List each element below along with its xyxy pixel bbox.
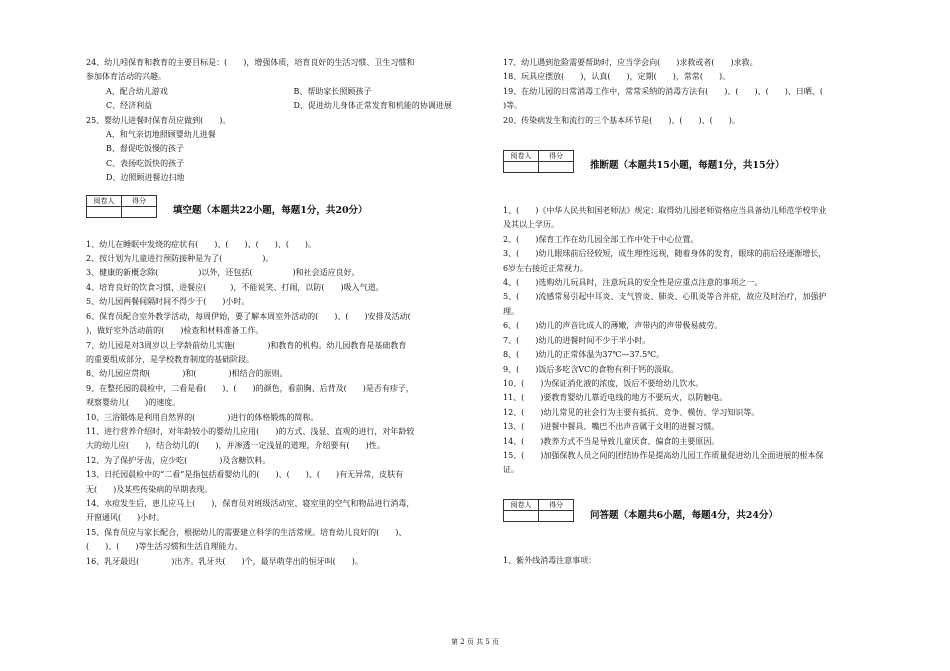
score-label: 得分 — [539, 150, 574, 161]
spacer — [503, 128, 898, 140]
question-line: 5、幼儿园两餐间隔时间不得少于( )小时。 — [86, 297, 250, 307]
question-line: 证。 — [503, 465, 519, 475]
reviewer-cell — [87, 207, 122, 218]
score-cell — [539, 161, 574, 172]
reviewer-label: 阅卷人 — [504, 500, 539, 511]
question-24-option-d: D、促进幼儿身体正常发育和机能的协调进展 — [293, 101, 452, 111]
question-line: 14、水痘发生后，患儿应马上( )，保育员对班级活动室、寝室里的空气和物品进行消毒， — [86, 498, 415, 508]
question-line: 3、( )幼儿眼球前后径较短，成生理性远视，随着身体的发育，眼球的前后径逐渐增长， — [503, 249, 827, 259]
right-column — [503, 56, 898, 568]
fill-blank-questions-continued — [503, 56, 898, 128]
question-line: 6岁左右接近正常视力。 — [503, 263, 589, 273]
question-24-options-row-2 — [86, 99, 481, 113]
question-line: 19、在幼儿园的日常消毒工作中，常常采纳的消毒方法有( )、( )、( )、日晒、( — [503, 86, 824, 96]
question-line: 5、( )流感常易引起中耳炎、支气管炎、肺炎、心肌炎等合并症，故应及时治疗，加强护 — [503, 292, 827, 302]
score-box — [86, 195, 157, 218]
question-line: 11、进行营养介绍时，对年龄较小的婴幼儿应用( )的方式、浅显、直观的进行，对年龄较 — [86, 426, 415, 436]
question-24-line-2: 参加体育活动的兴趣。 — [86, 72, 166, 82]
question-line: )等。 — [503, 101, 523, 111]
question-24-line-1: 24、幼儿吲保育和教育的主要目标是：( )，增强体质，培育良好的生活习惯、卫生习惯和 — [86, 58, 415, 67]
question-line: 15、( )加强保教人员之间的团结协作是提高幼儿园工作质量促进幼儿全面进展的根本保 — [503, 450, 824, 460]
question-line: 3、健康的新概念除( )以外，还包括( )和社会适应良好。 — [86, 268, 360, 278]
question-line: 15、保育员应与家长配合，根据幼儿的需要建立科学的生活常规。培育幼儿良好的( )、 — [86, 527, 407, 537]
question-24-option-b: B、帮助家长照顾孩子 — [293, 86, 372, 96]
score-cell — [539, 511, 574, 522]
question-24-options-row-1 — [86, 85, 481, 99]
question-line: 4、( )选购幼儿玩具时，注意玩具的安全性是应重点注意的事项之一。 — [503, 278, 763, 288]
spacer — [503, 180, 898, 192]
question-line: 18、玩具应摆放( )，认真( )，定期( )，常常( )。 — [503, 72, 731, 82]
question-line: 4、培育良好的饮食习惯，进餐应( )，不能说笑、打闹，以防( )吸入气道。 — [86, 282, 384, 292]
fill-blank-questions — [86, 238, 481, 569]
score-label: 得分 — [122, 196, 157, 207]
question-line: 7、( )幼儿的进餐时间不少于半小时。 — [503, 335, 651, 345]
spacer — [86, 226, 481, 238]
reviewer-label: 阅卷人 — [504, 150, 539, 161]
question-line: 无( )及某些传染病的早期表现。 — [86, 484, 213, 494]
question-24-option-a: A、配合幼儿游戏 — [106, 86, 168, 96]
question-line: 观察婴幼儿( )的速度。 — [86, 398, 181, 408]
question-line: 8、幼儿园应贯彻( )和( )相结合的原则。 — [86, 369, 288, 379]
question-line: 2、按计划为儿童进行预防接种是为了( )。 — [86, 254, 274, 264]
score-box — [503, 499, 574, 522]
question-line: )，做好室外活动前的( )检查和材料准备工作。 — [86, 326, 264, 336]
reviewer-label: 阅卷人 — [87, 196, 122, 207]
question-line: 7、幼儿园是对3周岁以上学龄前幼儿实施( )和教育的机构。幼儿园教育是基础教育 — [86, 340, 407, 350]
question-line: 14、( )教养方式不当是导致儿童厌食、偏食的主要原因。 — [503, 436, 720, 446]
qa-section-header — [503, 496, 898, 526]
question-line: 9、( )饭后多吃含VC的食物有利于钙的汲取。 — [503, 364, 679, 374]
question-line: 13、( )进餐中餐具、嘴巴不出声音属于文明的进餐习惯。 — [503, 422, 720, 432]
question-line: 1、( )《中华人民共和国老师法》规定：取得幼儿园老师资格应当具备幼儿师范学校毕业 — [503, 206, 827, 216]
score-label: 得分 — [539, 500, 574, 511]
question-line: 10、三浴锻炼是利用自然界的( )进行的体格锻炼的简称。 — [86, 412, 319, 422]
spacer — [503, 530, 898, 542]
score-cell — [122, 207, 157, 218]
fill-section-title: 填空题（本题共22小题，每题1分，共20分） — [173, 205, 368, 217]
question-line: 6、( )幼儿的声音比成人的薄嫩，声带内的声带极易疲劳。 — [503, 321, 723, 331]
reviewer-cell — [504, 511, 539, 522]
score-box — [503, 150, 574, 173]
judgement-questions — [503, 204, 898, 478]
question-line: 开窗通风( )小时。 — [86, 513, 165, 523]
spacer — [503, 192, 898, 204]
page-footer: 第 2 页 共 5 页 — [450, 638, 500, 646]
question-line: ( )、( )等生活习惯和生活自理能力。 — [86, 542, 243, 552]
question-line: 11、( )要教育婴幼儿靠近电线的地方不要玩火，以防触电。 — [503, 393, 728, 403]
question-line: 12、为了保护牙齿，应少吃( )及含糖饮料。 — [86, 455, 271, 465]
question-line: 1、幼儿在睡眠中发烧的症状有( )、( )、( )、( )。 — [86, 239, 317, 249]
qa-section-title: 问答题（本题共6小题，每题4分，共24分） — [590, 509, 778, 521]
question-line: 16、乳牙最迟( )出齐。乳牙共( )个，最早萌芽出的恒牙叫( )。 — [86, 556, 363, 566]
question-line: 9、在整托园的晨检中，二看是看( )、( )的颜色，看前胸、后背及( )是否有疹子， — [86, 383, 414, 393]
question-24-option-c: C、经济利益 — [106, 101, 153, 111]
question-line: 13、日托园晨检中的“二看”是指包括看婴幼儿的( )、( )、( )有无异常，皮肤有 — [86, 470, 404, 480]
reviewer-cell — [504, 161, 539, 172]
question-25-option-d: D、边照顾进餐边扫地 — [106, 173, 185, 183]
question-25-option-c: C、表扬吃饭快的孩子 — [106, 158, 185, 168]
left-column — [86, 56, 481, 569]
question-line: 1、紫外线消毒注意事项： — [503, 555, 597, 565]
question-line: 10、( )为保证消化液的浓度，饭后不要给幼儿饮水。 — [503, 378, 704, 388]
question-line: 20、传染病发生和流行的三个基本环节是( )、( )、( )。 — [503, 115, 740, 125]
question-line: 12、( )幼儿常见的社会行为主要有抵抗、竞争、模仿、学习知识等。 — [503, 407, 760, 417]
question-25: 25、婴幼儿进餐时保育员应做到( )。 — [86, 115, 231, 125]
spacer — [503, 542, 898, 554]
spacer — [503, 478, 898, 490]
question-line: 大的幼儿应( )，结合幼儿的( )，并渗透一定浅显的道理，介绍要有( )性。 — [86, 441, 385, 451]
question-25-option-a: A、和气亲切地照顾婴幼儿进餐 — [106, 130, 216, 140]
question-line: 6、保育员配合室外教学活动，每周伊始，要了解本周室外活动的( )、( )安排及活动( — [86, 311, 411, 321]
question-25-option-b: B、督促吃饭慢的孩子 — [106, 144, 184, 154]
judge-section-header — [503, 146, 898, 176]
question-line: 8、( )幼儿的正常体温为37℃—37.5℃。 — [503, 350, 665, 360]
qa-questions — [503, 554, 898, 568]
question-line: 理。 — [503, 306, 519, 316]
question-line: 及其以上学历。 — [503, 220, 559, 230]
question-line: 的重要组成部分，是学校教育制度的基础阶段。 — [86, 354, 254, 364]
question-line: 17、幼儿遇到危险需要帮助时，应当学会向( )求救或者( )求救。 — [503, 58, 758, 67]
question-line: 2、( )保育工作在幼儿园全部工作中处于中心位置。 — [503, 234, 699, 244]
fill-section-header — [86, 192, 481, 222]
judge-section-title: 推断题（本题共15小题，每题1分，共15分） — [590, 159, 785, 171]
